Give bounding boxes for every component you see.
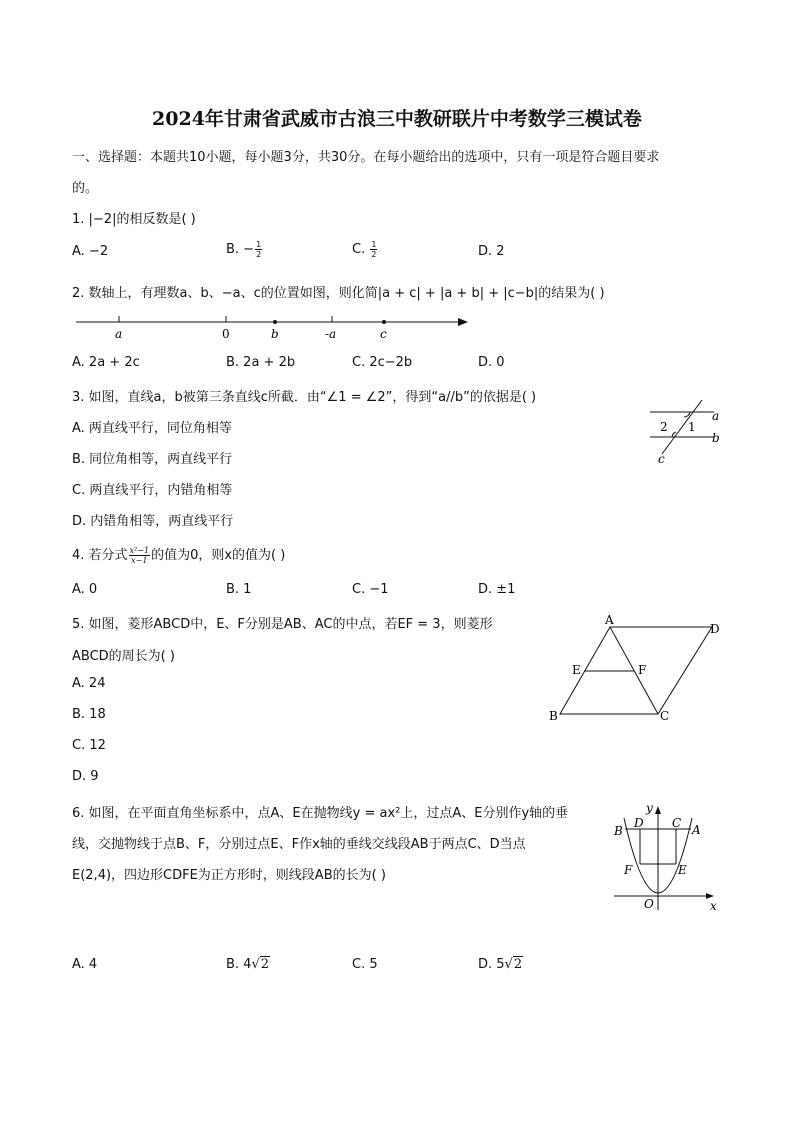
q2-option-a: A. 2a + 2c bbox=[72, 355, 140, 370]
q6-option-d-prefix: D. 5 bbox=[478, 957, 505, 972]
fig-label-D: D bbox=[710, 622, 720, 636]
q1-option-b-fraction bbox=[255, 240, 262, 259]
q6-option-d-radicand: 2 bbox=[513, 957, 523, 972]
fig-label-C: C bbox=[660, 709, 670, 723]
q5-option-b: B. 18 bbox=[72, 707, 106, 722]
fig-label-1: 1 bbox=[688, 420, 696, 434]
q4-fraction-num: x²−1 bbox=[129, 546, 150, 555]
fig-label-E: E bbox=[572, 663, 581, 677]
q4-fraction bbox=[129, 546, 151, 565]
q1-option-c-prefix: C. bbox=[352, 242, 370, 257]
q5-text-line1: 5. 如图，菱形ABCD中，E、F分别是AB、AC的中点，若EF = 3，则菱形 bbox=[72, 617, 493, 632]
q4-option-c: C. −1 bbox=[352, 582, 389, 597]
fig-label-x: x bbox=[710, 899, 717, 913]
section-instructions-line2: 的。 bbox=[72, 181, 99, 196]
fig-label-F: F bbox=[638, 663, 647, 677]
q1-option-a: A. −2 bbox=[72, 244, 109, 259]
q1-option-c-num: 1 bbox=[371, 240, 377, 249]
q6-option-a: A. 4 bbox=[72, 957, 98, 972]
q4-fraction-den: x−1 bbox=[131, 556, 148, 565]
q6-option-b-radicand: 2 bbox=[260, 957, 270, 972]
label-a: a bbox=[115, 327, 123, 341]
fig-label-O: O bbox=[644, 897, 654, 911]
q6-option-c: C. 5 bbox=[352, 957, 378, 972]
q6-option-b-sqrt: √2 bbox=[251, 957, 270, 972]
line-c bbox=[662, 400, 702, 454]
label-zero: 0 bbox=[222, 327, 230, 341]
q1-option-c-fraction bbox=[370, 240, 377, 259]
q6-option-b bbox=[226, 957, 270, 972]
q3-option-a: A. 两直线平行，同位角相等 bbox=[72, 421, 232, 436]
fig-label-A: A bbox=[605, 613, 614, 627]
q4-suffix: 的值为0，则x的值为( ) bbox=[151, 548, 286, 563]
q1-option-b-num: 1 bbox=[256, 240, 262, 249]
q6-option-b-prefix: B. 4 bbox=[226, 957, 252, 972]
fig-label-c: c bbox=[658, 452, 665, 466]
q2-option-b: B. 2a + 2b bbox=[226, 355, 296, 370]
q6-text-line2: 线，交抛物线于点B、F，分别过点E、F作x轴的垂线交线段AB于两点C、D当点 bbox=[72, 837, 526, 852]
q1-option-b-den: 2 bbox=[256, 250, 262, 259]
q3-parallel-lines-figure bbox=[642, 400, 732, 470]
q3-text: 3. 如图，直线a，b被第三条直线c所截．由“∠1 = ∠2”，得到“a//b”的依据是( ) bbox=[72, 390, 537, 405]
q1-text: 1. |−2|的相反数是( ) bbox=[72, 212, 196, 227]
q1-option-c bbox=[352, 240, 378, 259]
fig-label-a: a bbox=[712, 409, 720, 423]
q2-text: 2. 数轴上，有理数a、b、−a、c的位置如图，则化简|a + c| + |a + b| + |c−b|的结果为( ) bbox=[72, 286, 605, 301]
q1-option-b bbox=[226, 240, 263, 259]
label-neg-a: -a bbox=[325, 327, 337, 341]
q5-option-a: A. 24 bbox=[72, 676, 106, 691]
q1-option-c-den: 2 bbox=[371, 250, 377, 259]
fig-label-C: C bbox=[672, 816, 682, 830]
q3-option-b: B. 同位角相等，两直线平行 bbox=[72, 452, 233, 467]
q6-option-d-sqrt: √2 bbox=[504, 957, 523, 972]
fig-label-2: 2 bbox=[660, 420, 668, 434]
q4-option-a: A. 0 bbox=[72, 582, 98, 597]
y-axis-arrow-icon bbox=[655, 806, 661, 814]
rhombus-abcd bbox=[560, 627, 712, 714]
fig-label-B: B bbox=[549, 709, 558, 723]
label-b: b bbox=[271, 327, 279, 341]
q4-prefix: 4. 若分式 bbox=[72, 548, 128, 563]
q2-number-line-figure bbox=[72, 310, 472, 346]
q1-option-b-prefix: B. − bbox=[226, 242, 255, 257]
fig-label-b: b bbox=[712, 431, 720, 445]
q2-option-c: C. 2c−2b bbox=[352, 355, 413, 370]
point-c bbox=[382, 320, 386, 324]
q5-text-line2: ABCD的周长为( ) bbox=[72, 649, 175, 664]
fig-label-A: A bbox=[692, 823, 701, 837]
q5-option-c: C. 12 bbox=[72, 738, 106, 753]
point-b bbox=[273, 320, 277, 324]
q4-option-d: D. ±1 bbox=[478, 582, 516, 597]
section-instructions-line1: 一、选择题：本题共10小题，每小题3分，共30分。在每小题给出的选项中，只有一项是符合题目要求 bbox=[72, 150, 660, 165]
number-line-arrow-icon bbox=[458, 318, 468, 326]
q5-option-d: D. 9 bbox=[72, 769, 99, 784]
fig-label-E: E bbox=[678, 863, 687, 877]
q4-option-b: B. 1 bbox=[226, 582, 252, 597]
fig-label-D: D bbox=[634, 816, 644, 830]
page-title: 2024年甘肃省武威市古浪三中教研联片中考数学三模试卷 bbox=[152, 108, 642, 130]
fig-label-F: F bbox=[624, 863, 633, 877]
fig-label-y: y bbox=[646, 801, 653, 815]
q5-rhombus-figure bbox=[546, 612, 726, 726]
q1-option-d: D. 2 bbox=[478, 244, 505, 259]
label-c: c bbox=[380, 327, 387, 341]
fig-label-B: B bbox=[614, 824, 623, 838]
q4-text bbox=[72, 544, 285, 565]
q2-option-d: D. 0 bbox=[478, 355, 505, 370]
q6-parabola-figure bbox=[610, 798, 730, 916]
q6-text-line3: E(2,4)，四边形CDFE为正方形时，则线段AB的长为( ) bbox=[72, 868, 386, 883]
q6-text-line1: 6. 如图，在平面直角坐标系中，点A、E在抛物线y = ax²上，过点A、E分别作y轴的垂 bbox=[72, 806, 569, 821]
q3-option-c: C. 两直线平行，内错角相等 bbox=[72, 483, 233, 498]
q6-option-d bbox=[478, 957, 523, 972]
q3-option-d: D. 内错角相等，两直线平行 bbox=[72, 514, 234, 529]
angle-1-arc bbox=[684, 412, 690, 417]
